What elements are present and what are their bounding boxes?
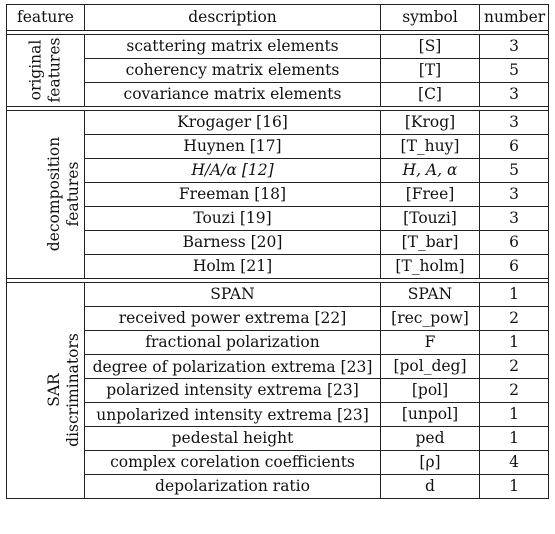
cell-number: 3 [480, 183, 549, 207]
group-label-line: SAR [44, 372, 63, 407]
cell-description: scattering matrix elements [85, 35, 381, 59]
cell-symbol: [unpol] [381, 403, 480, 427]
header-number: number [480, 5, 549, 31]
cell-number: 3 [480, 35, 549, 59]
table-row [7, 451, 549, 475]
cell-number: 3 [480, 207, 549, 231]
table-row [7, 307, 549, 331]
cell-description: polarized intensity extrema [23] [85, 379, 381, 403]
cell-description: complex corelation coefficients [85, 451, 381, 475]
table-row [7, 255, 549, 279]
header-symbol: symbol [381, 5, 480, 31]
table-row [7, 403, 549, 427]
cell-number: 1 [480, 403, 549, 427]
cell-number: 5 [480, 159, 549, 183]
cell-number: 3 [480, 111, 549, 135]
cell-symbol: H, A, α [381, 159, 480, 183]
cell-symbol: [T] [381, 59, 480, 83]
table-row [7, 283, 549, 307]
cell-symbol: [T_huy] [381, 135, 480, 159]
cell-description: fractional polarization [85, 331, 381, 355]
header-description: description [85, 5, 381, 31]
cell-number: 3 [480, 83, 549, 107]
cell-description: pedestal height [85, 427, 381, 451]
cell-symbol: [T_bar] [381, 231, 480, 255]
cell-description: received power extrema [22] [85, 307, 381, 331]
table-row [7, 427, 549, 451]
cell-description: unpolarized intensity extrema [23] [85, 403, 381, 427]
cell-symbol: SPAN [381, 283, 480, 307]
table-row [7, 35, 549, 59]
cell-description: H/A/α [12] [85, 159, 381, 183]
cell-symbol: [T_holm] [381, 255, 480, 279]
group-label-line: features [64, 161, 83, 226]
cell-number: 4 [480, 451, 549, 475]
table-row [7, 331, 549, 355]
cell-number: 1 [480, 427, 549, 451]
cell-description: SPAN [85, 283, 381, 307]
cell-number: 6 [480, 135, 549, 159]
cell-description: Touzi [19] [85, 207, 381, 231]
group-label-line: original [26, 39, 45, 100]
cell-description: depolarization ratio [85, 475, 381, 499]
cell-symbol: [S] [381, 35, 480, 59]
cell-number: 1 [480, 283, 549, 307]
feature-table [6, 4, 549, 499]
cell-symbol: [pol_deg] [381, 355, 480, 379]
group-label-original-features [7, 35, 85, 107]
cell-description: Barness [20] [85, 231, 381, 255]
table-row [7, 207, 549, 231]
group-label-sar-discriminators [7, 283, 85, 499]
cell-description: Freeman [18] [85, 183, 381, 207]
table-row [7, 475, 549, 499]
cell-description: Holm [21] [85, 255, 381, 279]
cell-symbol: [ρ] [381, 451, 480, 475]
table-row [7, 83, 549, 107]
cell-description: Krogager [16] [85, 111, 381, 135]
cell-symbol: [Free] [381, 183, 480, 207]
cell-number: 2 [480, 355, 549, 379]
group-label-decomposition-features [7, 111, 85, 279]
cell-symbol: [pol] [381, 379, 480, 403]
cell-symbol: F [381, 331, 480, 355]
cell-number: 6 [480, 231, 549, 255]
cell-number: 1 [480, 331, 549, 355]
cell-number: 6 [480, 255, 549, 279]
cell-number: 5 [480, 59, 549, 83]
cell-symbol: [Krog] [381, 111, 480, 135]
cell-number: 2 [480, 307, 549, 331]
table-row [7, 355, 549, 379]
cell-description: coherency matrix elements [85, 59, 381, 83]
table-row [7, 231, 549, 255]
header-feature: feature [7, 5, 85, 31]
group-label-line: decomposition [45, 136, 64, 251]
header-row [7, 5, 549, 31]
table-row [7, 183, 549, 207]
table-row [7, 111, 549, 135]
cell-description: covariance matrix elements [85, 83, 381, 107]
cell-description: Huynen [17] [85, 135, 381, 159]
cell-symbol: [Touzi] [381, 207, 480, 231]
table-row [7, 135, 549, 159]
cell-symbol: [rec_pow] [381, 307, 480, 331]
cell-symbol: ped [381, 427, 480, 451]
cell-description: degree of polarization extrema [23] [85, 355, 381, 379]
cell-symbol: [C] [381, 83, 480, 107]
group-label-line: discriminators [63, 332, 82, 447]
table-row [7, 379, 549, 403]
cell-number: 2 [480, 379, 549, 403]
table-row [7, 59, 549, 83]
cell-number: 1 [480, 475, 549, 499]
table-row [7, 159, 549, 183]
cell-symbol: d [381, 475, 480, 499]
group-label-line: features [45, 37, 64, 102]
